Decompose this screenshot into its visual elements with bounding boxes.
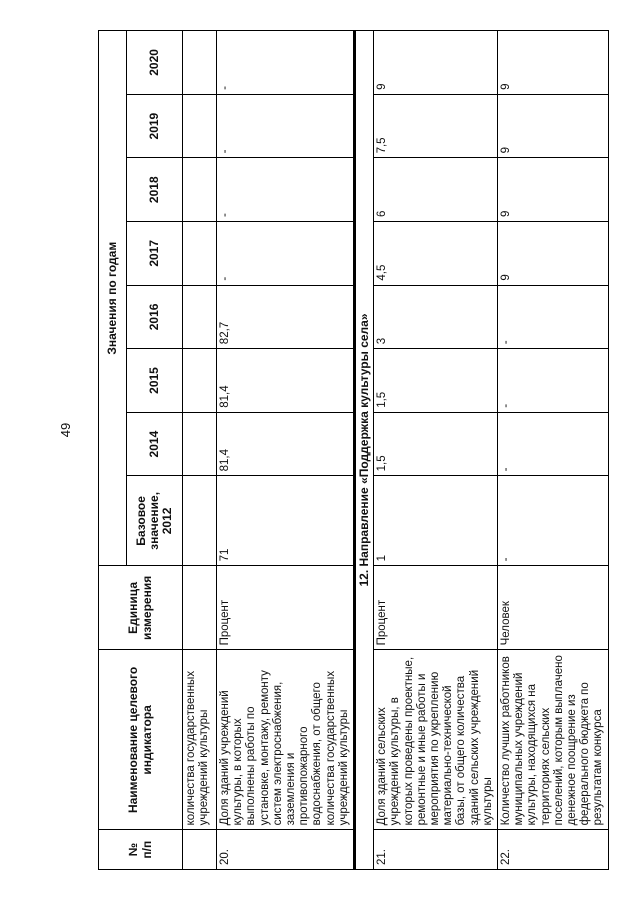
row-num bbox=[183, 830, 217, 870]
indicator-table bbox=[98, 30, 609, 870]
row-name: Доля зданий учреждений культуры, в которых выполнены работы по установке, монтажу, ремонту систем электроснабжения, заземления и противопожарного водоснабжения, от общего количества государственных учреждений культуры bbox=[217, 650, 355, 830]
row-num: 20. bbox=[217, 830, 355, 870]
header-name: Наименование целевого индикатора bbox=[99, 650, 183, 830]
row-value: 9 bbox=[498, 222, 609, 286]
row-value: - bbox=[217, 158, 355, 222]
table-row bbox=[498, 31, 609, 870]
row-value bbox=[183, 222, 217, 286]
row-value: 4,5 bbox=[374, 222, 498, 286]
header-years-group: Значения по годам bbox=[99, 31, 127, 566]
row-value: 9 bbox=[498, 94, 609, 158]
header-year: 2016 bbox=[127, 285, 183, 349]
page-number: 49 bbox=[58, 422, 73, 438]
row-value: - bbox=[498, 412, 609, 476]
header-base: Базовое значение, 2012 bbox=[127, 476, 183, 566]
header-num: № п/п bbox=[99, 830, 183, 870]
header-year: 2014 bbox=[127, 412, 183, 476]
row-value: - bbox=[217, 222, 355, 286]
row-base bbox=[183, 476, 217, 566]
row-name: Количество лучших работников муниципальных учреждений культуры, находящихся на территориях сельских поселений, которым выплачено денежное поощрение из федерального бюджета по результатам конкурса bbox=[498, 650, 609, 830]
row-value: 82,7 bbox=[217, 285, 355, 349]
row-value: 1,5 bbox=[374, 412, 498, 476]
row-value: 81,4 bbox=[217, 412, 355, 476]
row-name: Доля зданий сельских учреждений культуры, в которых проведены проектные, ремонтные и иные работы и мероприятия по укреплению материально-технической базы, от общего количества зданий сельских учреждений культуры bbox=[374, 650, 498, 830]
row-name: количества государственных учреждений культуры bbox=[183, 650, 217, 830]
section-row bbox=[355, 31, 374, 870]
header-year: 2020 bbox=[127, 31, 183, 95]
row-value bbox=[183, 412, 217, 476]
row-base: 71 bbox=[217, 476, 355, 566]
row-value: - bbox=[498, 285, 609, 349]
header-unit: Единица измерения bbox=[99, 566, 183, 650]
row-value bbox=[183, 31, 217, 95]
row-num: 21. bbox=[374, 830, 498, 870]
table-row bbox=[183, 31, 217, 870]
header-year: 2018 bbox=[127, 158, 183, 222]
row-unit: Процент bbox=[374, 566, 498, 650]
row-value: 7,5 bbox=[374, 94, 498, 158]
row-value: 9 bbox=[498, 158, 609, 222]
row-num: 22. bbox=[498, 830, 609, 870]
header-year: 2015 bbox=[127, 349, 183, 413]
row-unit bbox=[183, 566, 217, 650]
header-year: 2017 bbox=[127, 222, 183, 286]
table-row bbox=[217, 31, 355, 870]
row-value bbox=[183, 349, 217, 413]
rotated-page bbox=[98, 30, 605, 870]
row-value: 81,4 bbox=[217, 349, 355, 413]
row-value: 9 bbox=[498, 31, 609, 95]
row-value: 9 bbox=[374, 31, 498, 95]
table-row bbox=[374, 31, 498, 870]
row-value: 1,5 bbox=[374, 349, 498, 413]
row-value: 3 bbox=[374, 285, 498, 349]
row-value: 6 bbox=[374, 158, 498, 222]
row-value bbox=[183, 285, 217, 349]
row-value bbox=[183, 94, 217, 158]
header-year: 2019 bbox=[127, 94, 183, 158]
row-unit: Процент bbox=[217, 566, 355, 650]
row-base: 1 bbox=[374, 476, 498, 566]
row-value: - bbox=[217, 94, 355, 158]
row-unit: Человек bbox=[498, 566, 609, 650]
row-value bbox=[183, 158, 217, 222]
section-title: 12. Направление «Поддержка культуры села» bbox=[355, 31, 374, 870]
row-value: - bbox=[498, 349, 609, 413]
row-base: - bbox=[498, 476, 609, 566]
row-value: - bbox=[217, 31, 355, 95]
